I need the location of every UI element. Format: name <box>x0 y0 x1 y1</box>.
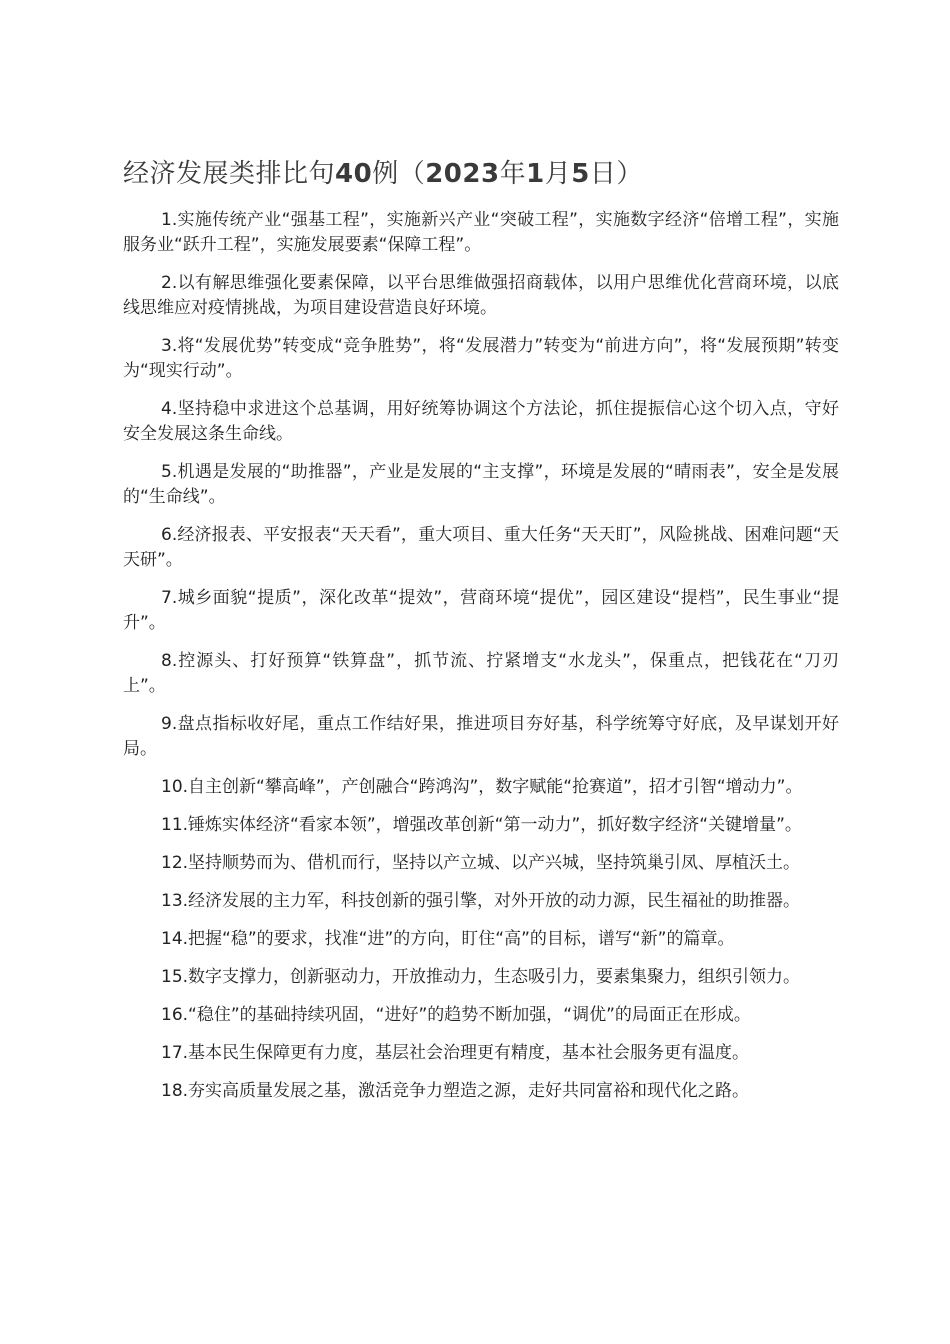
list-item: 3.将“发展优势”转变成“竞争胜势”，将“发展潜力”转变为“前进方向”，将“发展预期”转变为“现实行动”。 <box>123 336 839 381</box>
list-item: 13.经济发展的主力军，科技创新的强引擎，对外开放的动力源，民生福祉的助推器。 <box>161 891 801 911</box>
list-item: 5.机遇是发展的“助推器”，产业是发展的“主支撑”，环境是发展的“晴雨表”，安全是发展的“生命线”。 <box>123 462 839 507</box>
document-title: 经济发展类排比句40例（2023年1月5日） <box>123 159 643 189</box>
list-item: 17.基本民生保障更有力度，基层社会治理更有精度，基本社会服务更有温度。 <box>161 1043 750 1063</box>
document-body <box>123 208 839 1117</box>
list-item: 15.数字支撑力，创新驱动力，开放推动力，生态吸引力，要素集聚力，组织引领力。 <box>161 967 801 987</box>
list-item: 4.坚持稳中求进这个总基调，用好统筹协调这个方法论，抓住提振信心这个切入点，守好安全发展这条生命线。 <box>123 399 839 444</box>
list-item: 6.经济报表、平安报表“天天看”，重大项目、重大任务“天天盯”，风险挑战、困难问题“天天研”。 <box>123 525 839 570</box>
list-item: 9.盘点指标收好尾，重点工作结好果，推进项目夯好基，科学统筹守好底，及早谋划开好局。 <box>123 714 839 759</box>
list-item: 11.锤炼实体经济“看家本领”，增强改革创新“第一动力”，抓好数字经济“关键增量”。 <box>161 815 802 835</box>
list-item: 14.把握“稳”的要求，找准“进”的方向，盯住“高”的目标，谱写“新”的篇章。 <box>161 929 735 949</box>
list-item: 12.坚持顺势而为、借机而行，坚持以产立城、以产兴城，坚持筑巢引凤、厚植沃土。 <box>161 853 801 873</box>
list-item: 18.夯实高质量发展之基，激活竞争力塑造之源，走好共同富裕和现代化之路。 <box>161 1081 750 1101</box>
list-item: 1.实施传统产业“强基工程”，实施新兴产业“突破工程”，实施数字经济“倍增工程”，实施服务业“跃升工程”，实施发展要素“保障工程”。 <box>123 210 839 255</box>
list-item: 10.自主创新“攀高峰”，产创融合“跨鸿沟”，数字赋能“抢赛道”，招才引智“增动力”。 <box>161 777 803 797</box>
list-item: 16.“稳住”的基础持续巩固，“进好”的趋势不断加强，“调优”的局面正在形成。 <box>161 1005 751 1025</box>
list-item: 7.城乡面貌“提质”，深化改革“提效”，营商环境“提优”，园区建设“提档”，民生事业“提升”。 <box>123 588 839 633</box>
list-item: 8.控源头、打好预算“铁算盘”，抓节流、拧紧增支“水龙头”，保重点，把钱花在“刀刃上”。 <box>123 651 839 696</box>
list-item: 2.以有解思维强化要素保障，以平台思维做强招商载体，以用户思维优化营商环境，以底线思维应对疫情挑战，为项目建设营造良好环境。 <box>123 273 839 318</box>
